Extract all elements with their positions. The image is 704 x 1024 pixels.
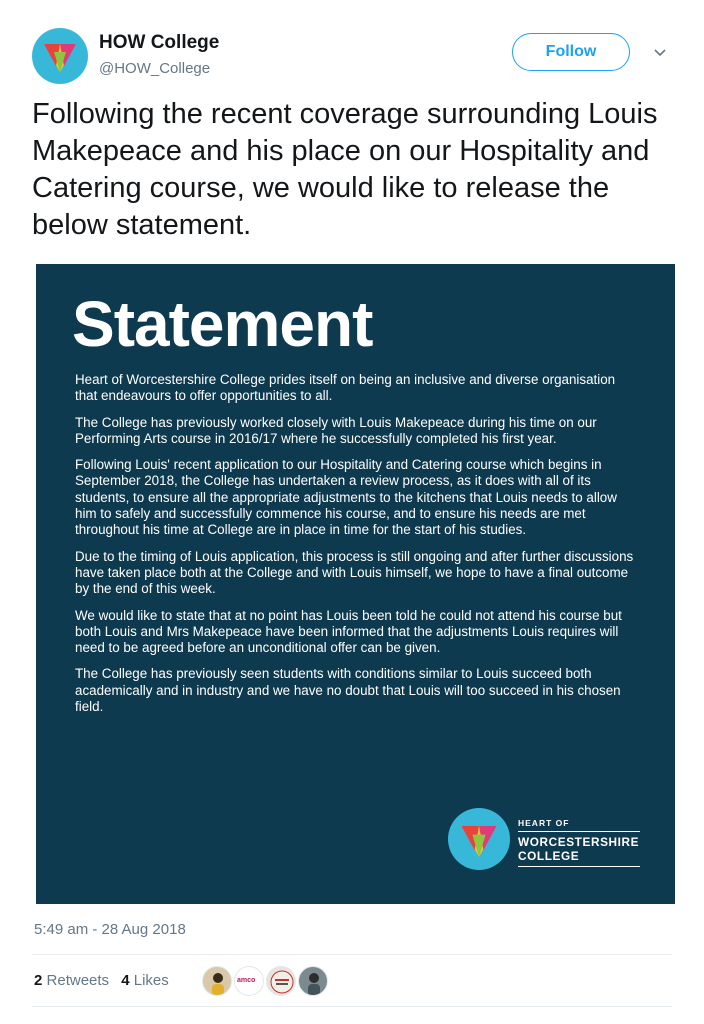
statement-paragraph: Heart of Worcestershire College prides itself on being an inclusive and diverse organisation that endeavours to offer opportunities to all. — [75, 372, 616, 404]
retweets-count: 2 — [34, 972, 43, 989]
tweet-header — [32, 28, 682, 84]
statement-paragraph: The College has previously seen students with conditions similar to Louis succeed both academically and in industry and we have no doubt that Louis will too succeed in his chosen field. — [75, 666, 621, 715]
divider — [32, 1006, 672, 1007]
statement-paragraph: The College has previously worked closely with Louis Makepeace during his time on our Performing Arts course in 2016/17 where he successfully completed his first year. — [75, 414, 597, 446]
likes-stat[interactable] — [121, 972, 169, 989]
statement-body — [75, 372, 635, 725]
statement-title: Statement — [72, 288, 373, 360]
statement-paragraph: We would like to state that at no point has Louis been told he could not attend his course but both Louis and Mrs Makepeace have been informed that the adjustments Louis requires will need to be agreed before an unconditional offer can be given. — [75, 607, 622, 656]
likes-count: 4 — [121, 972, 130, 989]
logo-text-heart-of: HEART OF — [518, 818, 570, 828]
liker-badge-text: amco — [237, 977, 256, 984]
logo-divider — [518, 866, 640, 867]
account-avatar[interactable] — [32, 28, 88, 84]
follow-button[interactable]: Follow — [512, 33, 630, 71]
tweet-text: Following the recent coverage surrounding Louis Makepeace and his place on our Hospitality and Catering course, we would like to release the below statement. — [32, 98, 658, 241]
badge-icon — [267, 967, 296, 996]
statement-paragraph: Following Louis' recent application to our Hospitality and Catering course which begins in September 2018, the College has undertaken a review process, as it does with all of its students, to ensure all the appropriate adjustments to the kitchens that Louis needs to allow him to safely and successfully commence his course, and to ensure his needs are met throughout his time at College are in place in time for the start of his studies. — [75, 457, 617, 538]
college-logo — [448, 808, 648, 872]
statement-image[interactable] — [36, 264, 675, 904]
retweets-label: Retweets — [46, 972, 110, 989]
likes-label: Likes — [133, 972, 169, 989]
logo-divider — [518, 831, 640, 832]
person-icon — [203, 967, 232, 996]
retweets-stat[interactable] — [34, 972, 109, 989]
college-logo-mark — [448, 808, 510, 870]
divider — [32, 954, 672, 955]
logo-text-worcestershire: WORCESTERSHIRE — [518, 835, 640, 849]
tweet-stats — [34, 972, 177, 989]
tweet-timestamp[interactable]: 5:49 am - 28 Aug 2018 — [34, 921, 186, 938]
statement-paragraph: Due to the timing of Louis application, this process is still ongoing and after further discussions have taken place both at the College and with Louis himself, we hope to have a final outcome by the end of this week. — [75, 548, 634, 597]
how-college-v-logo-icon — [448, 808, 510, 870]
account-name[interactable]: HOW College — [99, 32, 220, 53]
chevron-down-icon[interactable] — [652, 44, 668, 60]
person-icon — [299, 967, 328, 996]
account-handle[interactable]: @HOW_College — [99, 60, 211, 77]
liker-avatar[interactable] — [234, 966, 264, 996]
liker-avatar[interactable] — [298, 966, 328, 996]
logo-text-college: COLLEGE — [518, 849, 580, 863]
how-college-v-logo-icon — [32, 28, 88, 84]
liker-avatar[interactable] — [266, 966, 296, 996]
liker-avatar[interactable] — [202, 966, 232, 996]
